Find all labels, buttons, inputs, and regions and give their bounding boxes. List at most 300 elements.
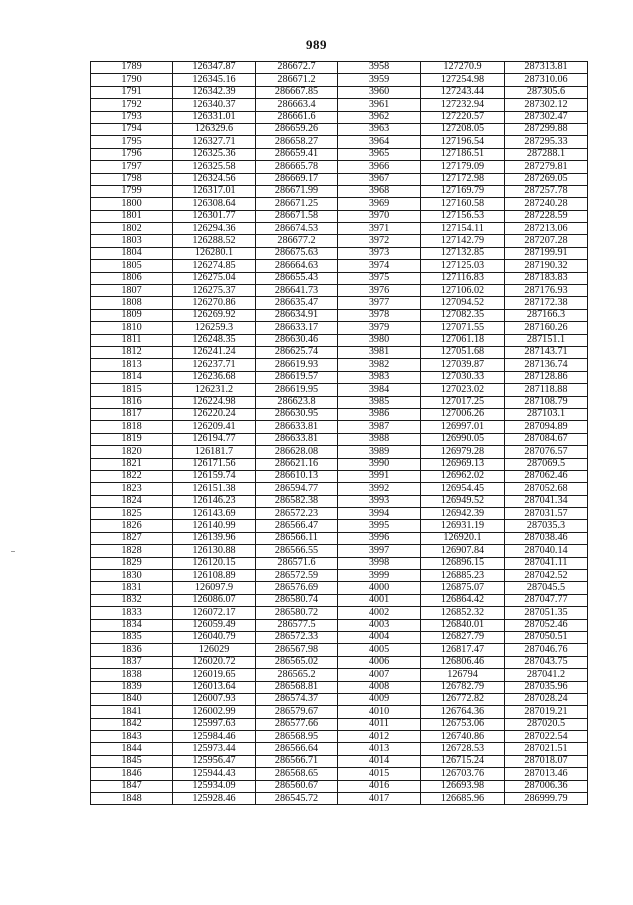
point-number-left-cell: 1812 bbox=[91, 346, 173, 358]
point-number-left-cell: 1837 bbox=[91, 656, 173, 668]
y-coordinate-left-cell: 286566.55 bbox=[256, 545, 338, 557]
table-row bbox=[91, 508, 588, 520]
point-number-right-cell: 3958 bbox=[338, 62, 421, 74]
y-coordinate-right-cell: 287302.47 bbox=[505, 111, 588, 123]
table-row bbox=[91, 247, 588, 259]
table-row bbox=[91, 718, 588, 730]
point-number-right-cell: 3975 bbox=[338, 272, 421, 284]
x-coordinate-left-cell: 126143.69 bbox=[173, 508, 256, 520]
y-coordinate-left-cell: 286568.65 bbox=[256, 768, 338, 780]
point-number-right-cell: 3964 bbox=[338, 136, 421, 148]
x-coordinate-left-cell: 126301.77 bbox=[173, 210, 256, 222]
x-coordinate-left-cell: 125944.43 bbox=[173, 768, 256, 780]
point-number-left-cell: 1809 bbox=[91, 309, 173, 321]
x-coordinate-right-cell: 126885.23 bbox=[421, 570, 505, 582]
x-coordinate-left-cell: 126331.01 bbox=[173, 111, 256, 123]
y-coordinate-right-cell: 287076.57 bbox=[505, 446, 588, 458]
y-coordinate-left-cell: 286574.37 bbox=[256, 693, 338, 705]
x-coordinate-right-cell: 126949.52 bbox=[421, 495, 505, 507]
point-number-left-cell: 1848 bbox=[91, 793, 173, 805]
point-number-left-cell: 1826 bbox=[91, 520, 173, 532]
point-number-left-cell: 1793 bbox=[91, 111, 173, 123]
x-coordinate-right-cell: 127125.03 bbox=[421, 260, 505, 272]
x-coordinate-right-cell: 126817.47 bbox=[421, 644, 505, 656]
point-number-left-cell: 1823 bbox=[91, 483, 173, 495]
x-coordinate-left-cell: 126059.49 bbox=[173, 619, 256, 631]
point-number-left-cell: 1796 bbox=[91, 148, 173, 160]
point-number-left-cell: 1834 bbox=[91, 619, 173, 631]
x-coordinate-right-cell: 127071.55 bbox=[421, 322, 505, 334]
y-coordinate-left-cell: 286580.74 bbox=[256, 594, 338, 606]
point-number-left-cell: 1791 bbox=[91, 86, 173, 98]
x-coordinate-left-cell: 126040.79 bbox=[173, 631, 256, 643]
y-coordinate-right-cell: 287013.46 bbox=[505, 768, 588, 780]
x-coordinate-left-cell: 126086.07 bbox=[173, 594, 256, 606]
point-number-left-cell: 1814 bbox=[91, 371, 173, 383]
y-coordinate-left-cell: 286545.72 bbox=[256, 793, 338, 805]
x-coordinate-left-cell: 126275.37 bbox=[173, 285, 256, 297]
point-number-left-cell: 1843 bbox=[91, 731, 173, 743]
point-number-right-cell: 3965 bbox=[338, 148, 421, 160]
point-number-right-cell: 3989 bbox=[338, 446, 421, 458]
point-number-right-cell: 3978 bbox=[338, 309, 421, 321]
x-coordinate-left-cell: 126324.56 bbox=[173, 173, 256, 185]
y-coordinate-right-cell: 287288.1 bbox=[505, 148, 588, 160]
point-number-right-cell: 4013 bbox=[338, 743, 421, 755]
point-number-left-cell: 1790 bbox=[91, 74, 173, 86]
y-coordinate-left-cell: 286566.64 bbox=[256, 743, 338, 755]
y-coordinate-left-cell: 286568.81 bbox=[256, 681, 338, 693]
y-coordinate-right-cell: 287118.88 bbox=[505, 384, 588, 396]
point-number-right-cell: 4011 bbox=[338, 718, 421, 730]
point-number-left-cell: 1842 bbox=[91, 718, 173, 730]
y-coordinate-right-cell: 287269.05 bbox=[505, 173, 588, 185]
y-coordinate-left-cell: 286634.91 bbox=[256, 309, 338, 321]
y-coordinate-left-cell: 286659.26 bbox=[256, 123, 338, 135]
x-coordinate-right-cell: 127132.85 bbox=[421, 247, 505, 259]
y-coordinate-left-cell: 286568.95 bbox=[256, 731, 338, 743]
table-row bbox=[91, 235, 588, 247]
x-coordinate-left-cell: 126325.58 bbox=[173, 161, 256, 173]
y-coordinate-right-cell: 287279.81 bbox=[505, 161, 588, 173]
y-coordinate-left-cell: 286579.67 bbox=[256, 706, 338, 718]
y-coordinate-left-cell: 286572.59 bbox=[256, 570, 338, 582]
point-number-left-cell: 1832 bbox=[91, 594, 173, 606]
x-coordinate-left-cell: 126236.68 bbox=[173, 371, 256, 383]
point-number-right-cell: 4012 bbox=[338, 731, 421, 743]
x-coordinate-left-cell: 126029 bbox=[173, 644, 256, 656]
y-coordinate-right-cell: 287302.12 bbox=[505, 99, 588, 111]
x-coordinate-right-cell: 127082.35 bbox=[421, 309, 505, 321]
table-row bbox=[91, 111, 588, 123]
x-coordinate-right-cell: 127039.87 bbox=[421, 359, 505, 371]
x-coordinate-right-cell: 127254.98 bbox=[421, 74, 505, 86]
point-number-left-cell: 1829 bbox=[91, 557, 173, 569]
x-coordinate-right-cell: 127208.05 bbox=[421, 123, 505, 135]
y-coordinate-right-cell: 287295.33 bbox=[505, 136, 588, 148]
table-body bbox=[91, 62, 588, 805]
point-number-left-cell: 1844 bbox=[91, 743, 173, 755]
x-coordinate-right-cell: 127196.54 bbox=[421, 136, 505, 148]
coordinate-table bbox=[90, 61, 588, 805]
y-coordinate-right-cell: 287151.1 bbox=[505, 334, 588, 346]
x-coordinate-right-cell: 126931.19 bbox=[421, 520, 505, 532]
x-coordinate-left-cell: 125956.47 bbox=[173, 755, 256, 767]
x-coordinate-right-cell: 126875.07 bbox=[421, 582, 505, 594]
y-coordinate-right-cell: 287019.21 bbox=[505, 706, 588, 718]
x-coordinate-right-cell: 126764.36 bbox=[421, 706, 505, 718]
x-coordinate-left-cell: 126294.36 bbox=[173, 223, 256, 235]
x-coordinate-right-cell: 127116.83 bbox=[421, 272, 505, 284]
point-number-right-cell: 3976 bbox=[338, 285, 421, 297]
y-coordinate-right-cell: 287038.46 bbox=[505, 532, 588, 544]
table-row bbox=[91, 681, 588, 693]
y-coordinate-left-cell: 286567.98 bbox=[256, 644, 338, 656]
point-number-left-cell: 1795 bbox=[91, 136, 173, 148]
point-number-left-cell: 1819 bbox=[91, 433, 173, 445]
x-coordinate-right-cell: 126969.13 bbox=[421, 458, 505, 470]
table-row bbox=[91, 421, 588, 433]
y-coordinate-right-cell: 287046.76 bbox=[505, 644, 588, 656]
x-coordinate-left-cell: 125997.63 bbox=[173, 718, 256, 730]
x-coordinate-right-cell: 127006.26 bbox=[421, 408, 505, 420]
point-number-left-cell: 1808 bbox=[91, 297, 173, 309]
point-number-right-cell: 4017 bbox=[338, 793, 421, 805]
x-coordinate-left-cell: 126194.77 bbox=[173, 433, 256, 445]
table-row bbox=[91, 74, 588, 86]
table-row bbox=[91, 793, 588, 805]
x-coordinate-right-cell: 126685.96 bbox=[421, 793, 505, 805]
y-coordinate-right-cell: 287228.59 bbox=[505, 210, 588, 222]
x-coordinate-left-cell: 126308.64 bbox=[173, 198, 256, 210]
y-coordinate-left-cell: 286565.02 bbox=[256, 656, 338, 668]
y-coordinate-left-cell: 286619.57 bbox=[256, 371, 338, 383]
x-coordinate-right-cell: 127017.25 bbox=[421, 396, 505, 408]
point-number-left-cell: 1846 bbox=[91, 768, 173, 780]
point-number-right-cell: 3998 bbox=[338, 557, 421, 569]
x-coordinate-left-cell: 125934.09 bbox=[173, 780, 256, 792]
point-number-right-cell: 3991 bbox=[338, 470, 421, 482]
x-coordinate-left-cell: 126342.39 bbox=[173, 86, 256, 98]
point-number-left-cell: 1847 bbox=[91, 780, 173, 792]
table-row bbox=[91, 483, 588, 495]
y-coordinate-left-cell: 286566.11 bbox=[256, 532, 338, 544]
point-number-left-cell: 1813 bbox=[91, 359, 173, 371]
x-coordinate-left-cell: 126209.41 bbox=[173, 421, 256, 433]
point-number-left-cell: 1789 bbox=[91, 62, 173, 74]
y-coordinate-left-cell: 286628.08 bbox=[256, 446, 338, 458]
table-row bbox=[91, 495, 588, 507]
y-coordinate-left-cell: 286658.27 bbox=[256, 136, 338, 148]
table-row bbox=[91, 260, 588, 272]
point-number-right-cell: 4002 bbox=[338, 607, 421, 619]
table-row bbox=[91, 148, 588, 160]
y-coordinate-right-cell: 287041.11 bbox=[505, 557, 588, 569]
table-row bbox=[91, 62, 588, 74]
x-coordinate-left-cell: 126151.38 bbox=[173, 483, 256, 495]
x-coordinate-left-cell: 126248.35 bbox=[173, 334, 256, 346]
point-number-left-cell: 1836 bbox=[91, 644, 173, 656]
table-row bbox=[91, 619, 588, 631]
x-coordinate-left-cell: 126139.96 bbox=[173, 532, 256, 544]
point-number-right-cell: 3993 bbox=[338, 495, 421, 507]
point-number-left-cell: 1831 bbox=[91, 582, 173, 594]
y-coordinate-left-cell: 286671.25 bbox=[256, 198, 338, 210]
point-number-right-cell: 3986 bbox=[338, 408, 421, 420]
x-coordinate-right-cell: 126740.86 bbox=[421, 731, 505, 743]
point-number-left-cell: 1845 bbox=[91, 755, 173, 767]
x-coordinate-right-cell: 126852.32 bbox=[421, 607, 505, 619]
x-coordinate-right-cell: 126962.02 bbox=[421, 470, 505, 482]
y-coordinate-right-cell: 287045.5 bbox=[505, 582, 588, 594]
y-coordinate-right-cell: 287084.67 bbox=[505, 433, 588, 445]
x-coordinate-right-cell: 127186.51 bbox=[421, 148, 505, 160]
x-coordinate-left-cell: 126108.89 bbox=[173, 570, 256, 582]
point-number-right-cell: 3970 bbox=[338, 210, 421, 222]
point-number-right-cell: 4015 bbox=[338, 768, 421, 780]
table-row bbox=[91, 322, 588, 334]
y-coordinate-right-cell: 287143.71 bbox=[505, 346, 588, 358]
point-number-right-cell: 3985 bbox=[338, 396, 421, 408]
y-coordinate-left-cell: 286572.23 bbox=[256, 508, 338, 520]
x-coordinate-right-cell: 127179.09 bbox=[421, 161, 505, 173]
table-row bbox=[91, 272, 588, 284]
y-coordinate-right-cell: 287052.46 bbox=[505, 619, 588, 631]
table-row bbox=[91, 334, 588, 346]
x-coordinate-right-cell: 126840.01 bbox=[421, 619, 505, 631]
table-row bbox=[91, 408, 588, 420]
x-coordinate-right-cell: 127172.98 bbox=[421, 173, 505, 185]
table-row bbox=[91, 433, 588, 445]
point-number-left-cell: 1821 bbox=[91, 458, 173, 470]
x-coordinate-right-cell: 126920.1 bbox=[421, 532, 505, 544]
point-number-right-cell: 3984 bbox=[338, 384, 421, 396]
point-number-right-cell: 3996 bbox=[338, 532, 421, 544]
table-row bbox=[91, 86, 588, 98]
y-coordinate-left-cell: 286664.63 bbox=[256, 260, 338, 272]
y-coordinate-right-cell: 287299.88 bbox=[505, 123, 588, 135]
y-coordinate-left-cell: 286677.2 bbox=[256, 235, 338, 247]
y-coordinate-right-cell: 287042.52 bbox=[505, 570, 588, 582]
x-coordinate-left-cell: 126220.24 bbox=[173, 408, 256, 420]
x-coordinate-right-cell: 126954.45 bbox=[421, 483, 505, 495]
table-row bbox=[91, 185, 588, 197]
y-coordinate-right-cell: 287310.06 bbox=[505, 74, 588, 86]
x-coordinate-right-cell: 126997.01 bbox=[421, 421, 505, 433]
point-number-right-cell: 3968 bbox=[338, 185, 421, 197]
point-number-right-cell: 4001 bbox=[338, 594, 421, 606]
x-coordinate-left-cell: 126269.92 bbox=[173, 309, 256, 321]
table-row bbox=[91, 693, 588, 705]
table-row bbox=[91, 223, 588, 235]
y-coordinate-left-cell: 286576.69 bbox=[256, 582, 338, 594]
table-row bbox=[91, 285, 588, 297]
y-coordinate-right-cell: 287006.36 bbox=[505, 780, 588, 792]
y-coordinate-left-cell: 286577.5 bbox=[256, 619, 338, 631]
table-row bbox=[91, 669, 588, 681]
y-coordinate-left-cell: 286582.38 bbox=[256, 495, 338, 507]
y-coordinate-right-cell: 287190.32 bbox=[505, 260, 588, 272]
point-number-left-cell: 1805 bbox=[91, 260, 173, 272]
point-number-right-cell: 3990 bbox=[338, 458, 421, 470]
point-number-left-cell: 1810 bbox=[91, 322, 173, 334]
scan-artifact bbox=[11, 551, 15, 552]
point-number-left-cell: 1840 bbox=[91, 693, 173, 705]
x-coordinate-left-cell: 126019.65 bbox=[173, 669, 256, 681]
table-row bbox=[91, 706, 588, 718]
table-row bbox=[91, 520, 588, 532]
point-number-right-cell: 3999 bbox=[338, 570, 421, 582]
table-row bbox=[91, 570, 588, 582]
x-coordinate-left-cell: 126231.2 bbox=[173, 384, 256, 396]
point-number-right-cell: 3980 bbox=[338, 334, 421, 346]
point-number-left-cell: 1807 bbox=[91, 285, 173, 297]
point-number-right-cell: 3979 bbox=[338, 322, 421, 334]
x-coordinate-right-cell: 126753.06 bbox=[421, 718, 505, 730]
table-row bbox=[91, 446, 588, 458]
y-coordinate-right-cell: 287128.86 bbox=[505, 371, 588, 383]
point-number-left-cell: 1824 bbox=[91, 495, 173, 507]
point-number-right-cell: 4005 bbox=[338, 644, 421, 656]
y-coordinate-right-cell: 287183.83 bbox=[505, 272, 588, 284]
y-coordinate-left-cell: 286665.78 bbox=[256, 161, 338, 173]
y-coordinate-right-cell: 287021.51 bbox=[505, 743, 588, 755]
y-coordinate-right-cell: 287257.78 bbox=[505, 185, 588, 197]
x-coordinate-right-cell: 127220.57 bbox=[421, 111, 505, 123]
table-row bbox=[91, 594, 588, 606]
table-row bbox=[91, 309, 588, 321]
point-number-left-cell: 1804 bbox=[91, 247, 173, 259]
table-row bbox=[91, 607, 588, 619]
y-coordinate-left-cell: 286566.71 bbox=[256, 755, 338, 767]
x-coordinate-left-cell: 126140.99 bbox=[173, 520, 256, 532]
point-number-right-cell: 3972 bbox=[338, 235, 421, 247]
y-coordinate-right-cell: 287062.46 bbox=[505, 470, 588, 482]
point-number-left-cell: 1835 bbox=[91, 631, 173, 643]
point-number-right-cell: 3960 bbox=[338, 86, 421, 98]
x-coordinate-left-cell: 126241.24 bbox=[173, 346, 256, 358]
x-coordinate-left-cell: 126171.56 bbox=[173, 458, 256, 470]
point-number-right-cell: 4000 bbox=[338, 582, 421, 594]
x-coordinate-left-cell: 126270.86 bbox=[173, 297, 256, 309]
x-coordinate-left-cell: 126002.99 bbox=[173, 706, 256, 718]
x-coordinate-right-cell: 126794 bbox=[421, 669, 505, 681]
x-coordinate-right-cell: 127156.53 bbox=[421, 210, 505, 222]
x-coordinate-left-cell: 126146.23 bbox=[173, 495, 256, 507]
x-coordinate-left-cell: 126224.98 bbox=[173, 396, 256, 408]
x-coordinate-left-cell: 126288.52 bbox=[173, 235, 256, 247]
y-coordinate-left-cell: 286571.6 bbox=[256, 557, 338, 569]
x-coordinate-right-cell: 127061.18 bbox=[421, 334, 505, 346]
y-coordinate-left-cell: 286671.58 bbox=[256, 210, 338, 222]
point-number-right-cell: 4006 bbox=[338, 656, 421, 668]
x-coordinate-right-cell: 126782.79 bbox=[421, 681, 505, 693]
table-row bbox=[91, 743, 588, 755]
point-number-right-cell: 3967 bbox=[338, 173, 421, 185]
y-coordinate-left-cell: 286565.2 bbox=[256, 669, 338, 681]
y-coordinate-left-cell: 286672.7 bbox=[256, 62, 338, 74]
y-coordinate-left-cell: 286661.6 bbox=[256, 111, 338, 123]
point-number-left-cell: 1833 bbox=[91, 607, 173, 619]
point-number-right-cell: 3992 bbox=[338, 483, 421, 495]
point-number-left-cell: 1838 bbox=[91, 669, 173, 681]
y-coordinate-left-cell: 286610.13 bbox=[256, 470, 338, 482]
y-coordinate-right-cell: 287035.96 bbox=[505, 681, 588, 693]
point-number-left-cell: 1800 bbox=[91, 198, 173, 210]
x-coordinate-left-cell: 125973.44 bbox=[173, 743, 256, 755]
y-coordinate-left-cell: 286619.95 bbox=[256, 384, 338, 396]
point-number-left-cell: 1802 bbox=[91, 223, 173, 235]
x-coordinate-left-cell: 126327.71 bbox=[173, 136, 256, 148]
y-coordinate-left-cell: 286669.17 bbox=[256, 173, 338, 185]
x-coordinate-left-cell: 126259.3 bbox=[173, 322, 256, 334]
x-coordinate-left-cell: 126329.6 bbox=[173, 123, 256, 135]
x-coordinate-left-cell: 126130.88 bbox=[173, 545, 256, 557]
y-coordinate-right-cell: 287041.2 bbox=[505, 669, 588, 681]
y-coordinate-left-cell: 286633.81 bbox=[256, 433, 338, 445]
y-coordinate-left-cell: 286625.74 bbox=[256, 346, 338, 358]
x-coordinate-right-cell: 127051.68 bbox=[421, 346, 505, 358]
point-number-right-cell: 3969 bbox=[338, 198, 421, 210]
point-number-right-cell: 3971 bbox=[338, 223, 421, 235]
y-coordinate-right-cell: 287094.89 bbox=[505, 421, 588, 433]
x-coordinate-left-cell: 126072.17 bbox=[173, 607, 256, 619]
point-number-left-cell: 1792 bbox=[91, 99, 173, 111]
x-coordinate-right-cell: 127106.02 bbox=[421, 285, 505, 297]
x-coordinate-right-cell: 126942.39 bbox=[421, 508, 505, 520]
point-number-left-cell: 1820 bbox=[91, 446, 173, 458]
point-number-right-cell: 4003 bbox=[338, 619, 421, 631]
y-coordinate-right-cell: 287069.5 bbox=[505, 458, 588, 470]
table-row bbox=[91, 780, 588, 792]
point-number-right-cell: 4004 bbox=[338, 631, 421, 643]
table-row bbox=[91, 346, 588, 358]
point-number-right-cell: 3966 bbox=[338, 161, 421, 173]
x-coordinate-left-cell: 126275.04 bbox=[173, 272, 256, 284]
table-row bbox=[91, 656, 588, 668]
x-coordinate-right-cell: 126907.84 bbox=[421, 545, 505, 557]
table-row bbox=[91, 198, 588, 210]
x-coordinate-right-cell: 127243.44 bbox=[421, 86, 505, 98]
x-coordinate-right-cell: 127023.02 bbox=[421, 384, 505, 396]
y-coordinate-left-cell: 286560.67 bbox=[256, 780, 338, 792]
x-coordinate-right-cell: 127160.58 bbox=[421, 198, 505, 210]
y-coordinate-left-cell: 286635.47 bbox=[256, 297, 338, 309]
x-coordinate-left-cell: 125984.46 bbox=[173, 731, 256, 743]
y-coordinate-left-cell: 286566.47 bbox=[256, 520, 338, 532]
point-number-left-cell: 1811 bbox=[91, 334, 173, 346]
y-coordinate-right-cell: 287199.91 bbox=[505, 247, 588, 259]
table-row bbox=[91, 136, 588, 148]
x-coordinate-left-cell: 126325.36 bbox=[173, 148, 256, 160]
table-row bbox=[91, 297, 588, 309]
y-coordinate-left-cell: 286633.17 bbox=[256, 322, 338, 334]
x-coordinate-right-cell: 126979.28 bbox=[421, 446, 505, 458]
y-coordinate-left-cell: 286621.16 bbox=[256, 458, 338, 470]
y-coordinate-right-cell: 287022.54 bbox=[505, 731, 588, 743]
table-row bbox=[91, 359, 588, 371]
y-coordinate-left-cell: 286633.81 bbox=[256, 421, 338, 433]
y-coordinate-right-cell: 287018.07 bbox=[505, 755, 588, 767]
x-coordinate-left-cell: 126347.87 bbox=[173, 62, 256, 74]
point-number-left-cell: 1803 bbox=[91, 235, 173, 247]
point-number-left-cell: 1816 bbox=[91, 396, 173, 408]
point-number-left-cell: 1806 bbox=[91, 272, 173, 284]
table-row bbox=[91, 458, 588, 470]
y-coordinate-right-cell: 287047.77 bbox=[505, 594, 588, 606]
x-coordinate-left-cell: 126280.1 bbox=[173, 247, 256, 259]
point-number-right-cell: 4009 bbox=[338, 693, 421, 705]
